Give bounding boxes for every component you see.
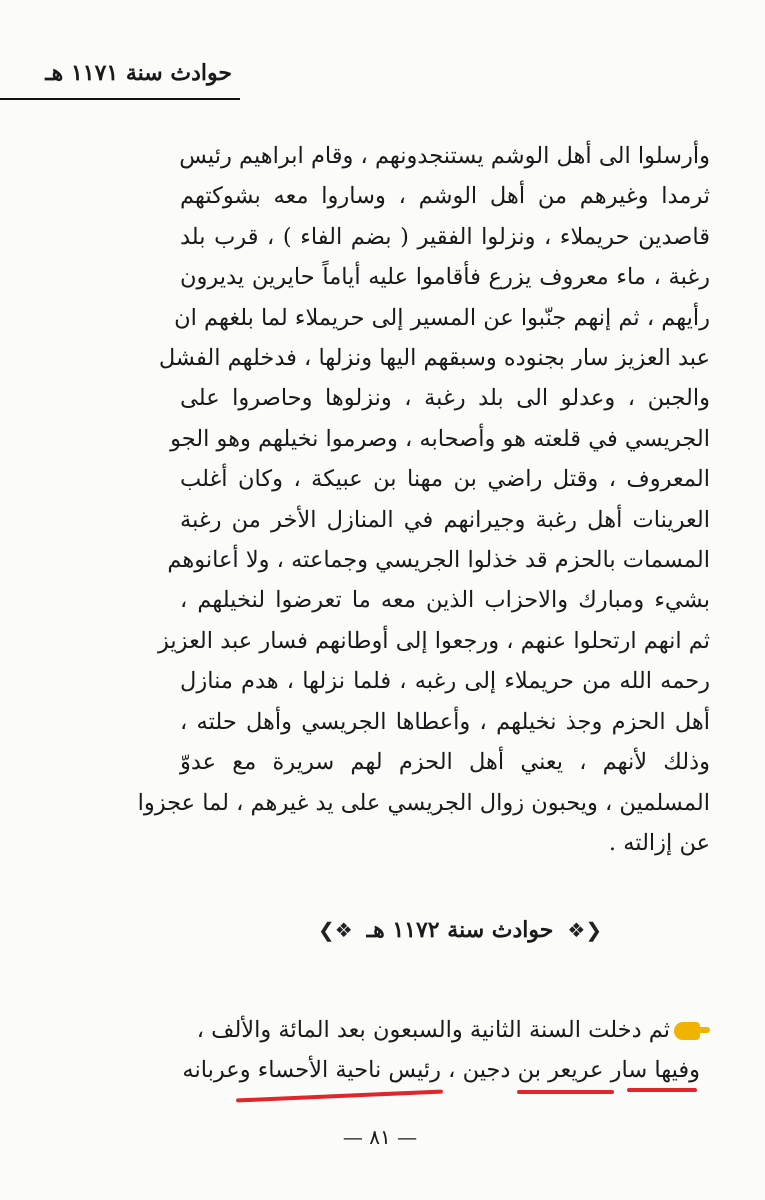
body-line: ثرمدا وغيرهم من أهل الوشم ، وساروا معه بشوكتهم (180, 183, 710, 210)
body-line: وذلك لأنهم ، يعني أهل الحزم لهم سريرة مع عدوّ (180, 749, 710, 776)
body-line: رأيهم ، ثم إنهم جنّبوا عن المسير إلى حريملاء لما بلغهم ان (174, 304, 710, 331)
body-line: الجريسي في قلعته هو وأصحابه ، وصرموا نخيلهم وهو الجو (170, 425, 710, 452)
body-line: ثم انهم ارتحلوا عنهم ، ورجعوا إلى أوطانهم فسار عبد العزيز (157, 627, 710, 654)
red-underline-mark (236, 1089, 443, 1102)
body-line: المسمات بالحزم قد خذلوا الجريسي وجماعته ، ولا أعانوهم (167, 547, 710, 574)
body-line: وأرسلوا الى أهل الوشم يستنجدونهم ، وقام ابراهيم رئيس (179, 143, 710, 169)
running-title: حوادث سنة ١١٧١ هـ (45, 60, 232, 86)
body-line: العرينات أهل رغبة وجيرانهم في المنازل الأخر من رغبة (180, 506, 710, 533)
red-underline-mark (517, 1090, 614, 1094)
body-line: عبد العزيز سار بجنوده وسبقهم اليها ونزلها ، فدخلهم الفشل (158, 345, 710, 372)
red-underline-mark (627, 1088, 697, 1092)
body-line: والجبن ، وعدلو الى بلد رغبة ، ونزلوها وحاصروا على (180, 385, 710, 412)
body-line: أهل الحزم وجذ نخيلهم ، وأعطاها الجريسي وأهل حلته ، (180, 708, 710, 735)
body-line: عن إزالته . (608, 829, 710, 856)
body-line: رغبة ، ماء معروف يزرع فأقاموا عليه أياماً حايرين يديرون (180, 264, 710, 291)
ornament-right-icon: ❮❖ (567, 918, 603, 942)
page-number: — ٨١ — (342, 1125, 418, 1149)
body-line: المعروف ، وقتل راضي بن مهنا بن عبيكة ، وكان أغلب (180, 466, 710, 493)
body-line: رحمه الله من حريملاء إلى رغبه ، فلما نزلها ، هدم منازل (180, 668, 710, 695)
ornament-left-icon: ❖❯ (317, 918, 353, 942)
section-title: حوادث سنة ١١٧٢ هـ (366, 917, 554, 943)
pointing-hand-icon (674, 1022, 700, 1040)
body-line: قاصدين حريملاء ، ونزلوا الفقير ( بضم الفاء ) ، قرب بلد (180, 223, 710, 250)
body-line: المسلمين ، ويحبون زوال الجريسي على يد غيرهم ، لما عجزوا (137, 789, 710, 816)
header-rule (0, 98, 240, 100)
body-text (137, 136, 710, 863)
paragraph-line-text: ثم دخلت السنة الثانية والسبعون بعد المائة والألف ، (196, 1017, 670, 1043)
paragraph-line: وفيها سار عريعر بن دجين ، رئيس ناحية الأحساء وعربانه (182, 1057, 700, 1083)
body-line: بشيء ومبارك والاحزاب الذين معه ما تعرضوا لنخيلهم ، (180, 587, 710, 614)
section-heading (310, 910, 610, 950)
paragraph-line (196, 1010, 700, 1050)
new-paragraph (182, 1010, 700, 1090)
